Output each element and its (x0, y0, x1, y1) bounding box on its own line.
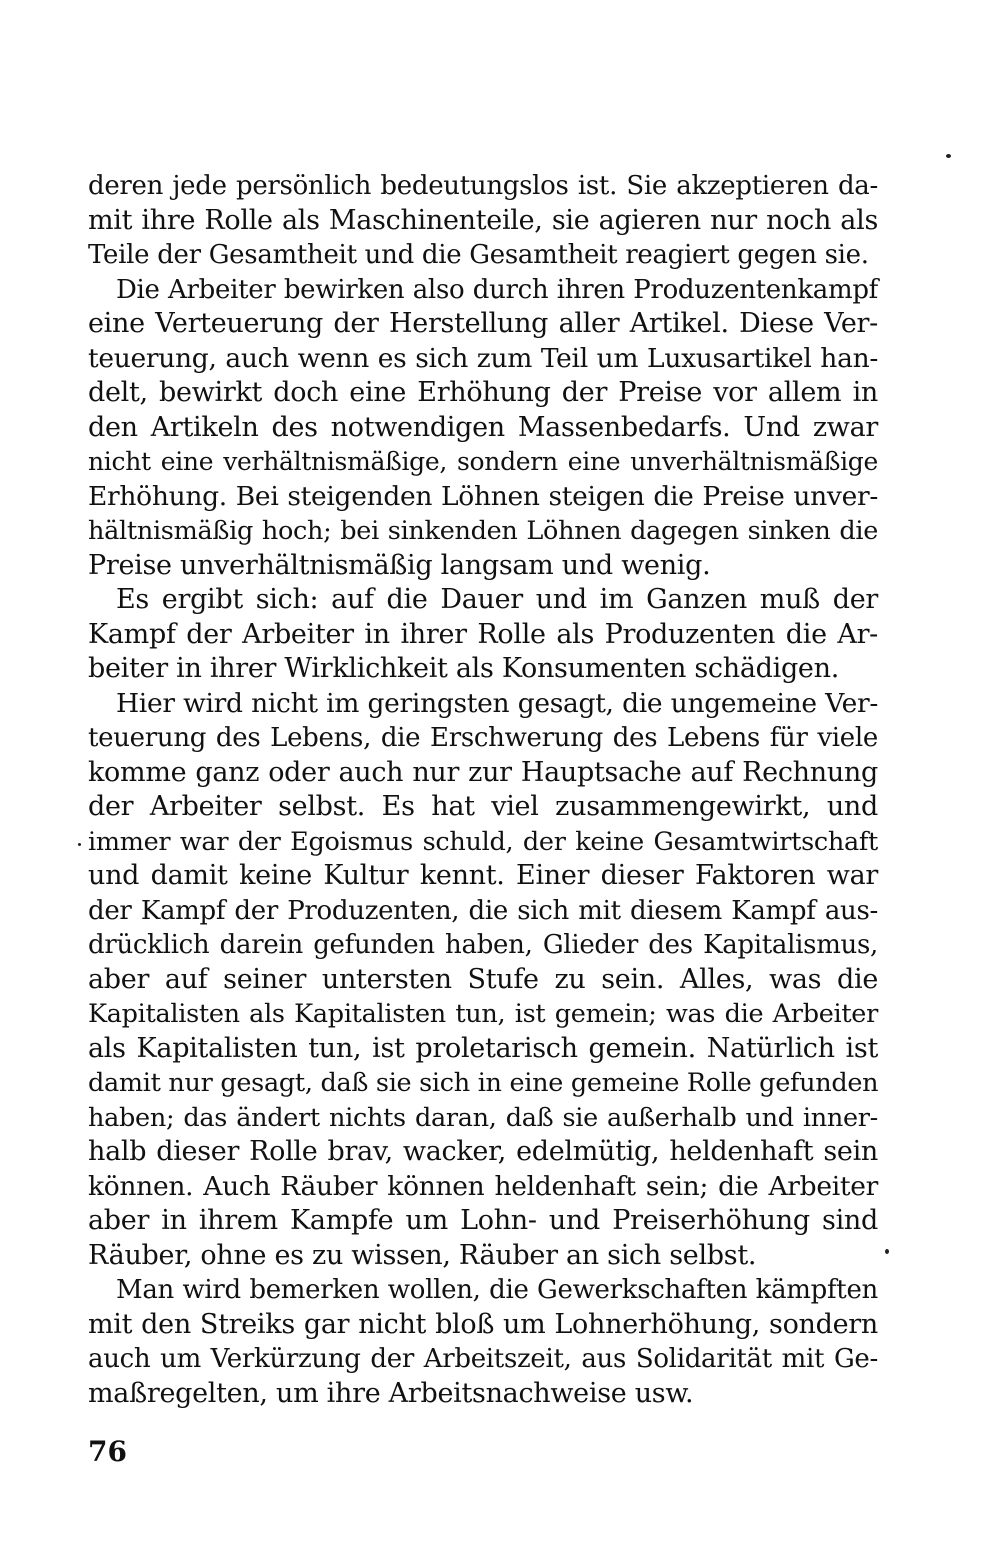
text-line: Die Arbeiter bewirken also durch ihren Produzentenkampf (116, 274, 878, 305)
ink-speck (78, 843, 81, 846)
text-line: Hier wird nicht im geringsten gesagt, die ungemeine Ver- (116, 687, 878, 719)
text-line: immer war der Egoismus schuld, der keine Gesamtwirtschaft (88, 826, 878, 857)
text-line: damit nur gesagt, daß sie sich in eine gemeine Rolle gefunden (88, 1068, 879, 1098)
text-line: hältnismäßig hoch; bei sinkenden Löhnen dagegen sinken die (88, 516, 878, 546)
text-line: Kampf der Arbeiter in ihrer Rolle als Produzenten die Ar- (88, 618, 878, 650)
text-line: deren jede persönlich bedeutungslos ist. Sie akzeptieren da- (88, 171, 878, 201)
text-line: teuerung des Lebens, die Erschwerung des Lebens für viele (88, 723, 878, 753)
text-line: der Arbeiter selbst. Es hat viel zusammengewirkt, und (88, 791, 878, 822)
text-line: der Kampf der Produzenten, die sich mit diesem Kampf aus- (88, 895, 878, 926)
text-line: mit den Streiks gar nicht bloß um Lohnerhöhung, sondern (88, 1308, 878, 1340)
text-line: aber auf seiner untersten Stufe zu sein. Alles, was die (88, 963, 878, 995)
ink-speck (946, 154, 951, 158)
text-line: komme ganz oder auch nur zur Hauptsache auf Rechnung (88, 756, 878, 788)
text-line: drücklich darein gefunden haben, Glieder des Kapitalismus, (88, 930, 878, 960)
text-line: teuerung, auch wenn es sich zum Teil um Luxusartikel han- (88, 342, 878, 374)
text-line: halb dieser Rolle brav, wacker, edelmütig, heldenhaft sein (88, 1136, 878, 1167)
text-line: und damit keine Kultur kennt. Einer dieser Faktoren war (88, 860, 878, 891)
text-line: delt, bewirkt doch eine Erhöhung der Preise vor allem in (88, 377, 878, 408)
page-number: 76 (88, 1435, 127, 1468)
text-line: Kapitalisten als Kapitalisten tun, ist gemein; was die Arbeiter (88, 999, 878, 1029)
text-line: beiter in ihrer Wirklichkeit als Konsumenten schädigen. (88, 653, 839, 684)
text-line: können. Auch Räuber können heldenhaft sein; die Arbeiter (88, 1170, 878, 1202)
text-line: Es ergibt sich: auf die Dauer und im Ganzen muß der (116, 584, 878, 615)
text-line: haben; das ändert nichts daran, daß sie außerhalb und inner- (88, 1102, 878, 1133)
text-line: maßregelten, um ihre Arbeitsnachweise usw. (88, 1377, 694, 1409)
text-line: mit ihre Rolle als Maschinenteile, sie agieren nur noch als (88, 204, 878, 236)
text-line: Räuber, ohne es zu wissen, Räuber an sich selbst. (88, 1239, 757, 1271)
text-line: den Artikeln des notwendigen Massenbedarfs. Und zwar (88, 411, 878, 443)
ink-speck (885, 1249, 889, 1254)
text-line: als Kapitalisten tun, ist proletarisch gemein. Natürlich ist (88, 1032, 878, 1064)
text-line: Man wird bemerken wollen, die Gewerkschaften kämpften (116, 1275, 878, 1305)
body-text (88, 169, 878, 1411)
text-line: Teile der Gesamtheit und die Gesamtheit reagiert gegen sie. (88, 240, 869, 270)
text-line: aber in ihrem Kampfe um Lohn- und Preiserhöhung sind (88, 1205, 878, 1236)
text-line: Erhöhung. Bei steigenden Löhnen steigen die Preise unver- (88, 480, 878, 512)
text-line: nicht eine verhältnismäßige, sondern eine unverhältnismäßige (88, 447, 878, 476)
text-line: eine Verteuerung der Herstellung aller Artikel. Diese Ver- (88, 308, 878, 339)
text-line: Preise unverhältnismäßig langsam und wenig. (88, 549, 711, 581)
text-line: auch um Verkürzung der Arbeitszeit, aus Solidarität mit Ge- (88, 1344, 878, 1374)
